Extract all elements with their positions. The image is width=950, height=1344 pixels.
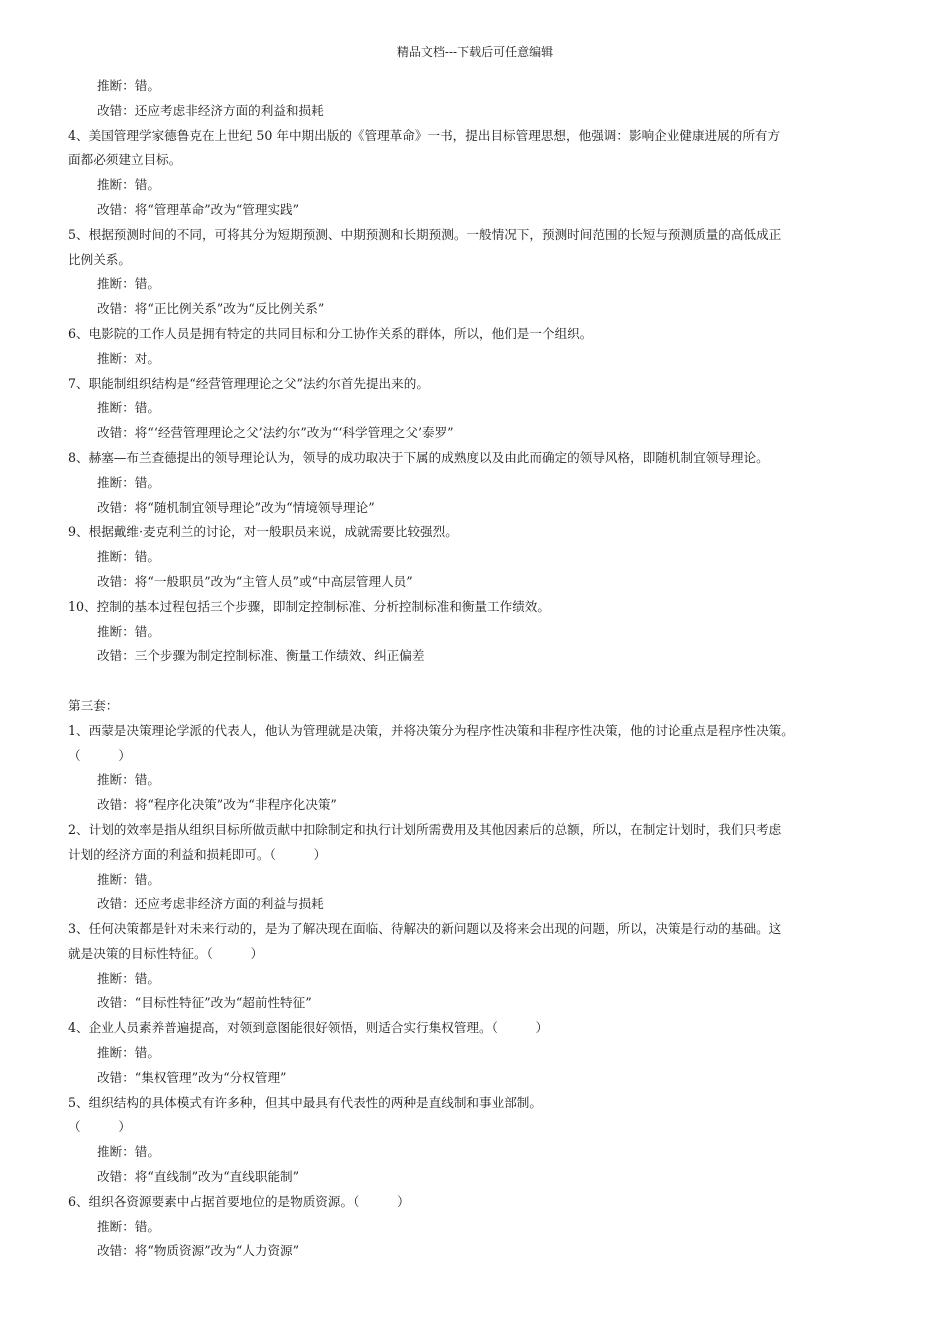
answer-line: 改错：将“‘经营管理理论之父’法约尔”改为“‘科学管理之父’泰罗” <box>97 425 454 441</box>
section-gap <box>68 669 898 694</box>
question-line: 比例关系。 <box>68 251 131 267</box>
question-line: 5、组织结构的具体模式有许多种，但其中最具有代表性的两种是直线制和事业部制。 <box>68 1094 542 1110</box>
answer-block-continued <box>68 74 898 669</box>
answer-line: 推断：错。 <box>97 474 160 490</box>
answer-line: 推断：对。 <box>97 350 160 366</box>
question-line: 9、根据戴维·麦克利兰的讨论，对一般职员来说，成就需要比较强烈。 <box>68 524 458 540</box>
question-line: 1、西蒙是决策理论学派的代表人，他认为管理就是决策，并将决策分为程序性决策和非程序性决策，他的讨论重点是程序性决策。 <box>68 722 794 738</box>
question-line: 5、根据预测时间的不同，可将其分为短期预测、中期预测和长期预测。一般情况下，预测时间范围的长短与预测质量的高低成正 <box>68 226 782 242</box>
question-line: 3、任何决策都是针对未来行动的，是为了解决现在面临、待解决的新问题以及将来会出现的问题，所以，决策是行动的基础。这 <box>68 921 782 937</box>
answer-line: 推断：错。 <box>97 970 160 986</box>
answer-line: 推断：错。 <box>97 1144 160 1160</box>
answer-line: 改错：“目标性特征”改为“超前性特征” <box>97 995 312 1011</box>
answer-line: 改错：将“物质资源”改为“人力资源” <box>97 1243 300 1259</box>
question-line: 6、组织各资源要素中占据首要地位的是物质资源。（ ） <box>68 1193 410 1209</box>
answer-line: 改错：将“正比例关系”改为“反比例关系” <box>97 301 325 317</box>
answer-line: 推断：错。 <box>97 1045 160 1061</box>
answer-line: 改错：将“管理革命”改为“管理实践” <box>97 201 300 217</box>
answer-line: 改错：“集权管理”改为“分权管理” <box>97 1069 287 1085</box>
question-line: 4、企业人员素养普遍提高，对领到意图能很好领悟，则适合实行集权管理。（ ） <box>68 1020 549 1036</box>
answer-line: 改错：还应考虑非经济方面的利益与损耗 <box>97 896 324 912</box>
answer-line: 推断：错。 <box>97 177 160 193</box>
answer-line: 推断：错。 <box>97 276 160 292</box>
answer-line: 推断：错。 <box>97 871 160 887</box>
document-body <box>68 74 898 1264</box>
answer-block-set-three <box>68 694 898 1264</box>
page-header: 精品文档---下载后可任意编辑 <box>396 45 554 59</box>
question-line: 面都必须建立目标。 <box>68 152 182 168</box>
question-line: 8、赫塞—布兰查德提出的领导理论认为，领导的成功取决于下属的成熟度以及由此而确定的领导风格，即随机制宜领导理论。 <box>68 449 769 465</box>
answer-line: 改错：将“随机制宜领导理论”改为“情境领导理论” <box>97 499 375 515</box>
question-line: 6、电影院的工作人员是拥有特定的共同目标和分工协作关系的群体，所以，他们是一个组织。 <box>68 325 593 341</box>
question-line: 7、职能制组织结构是“经营管理理论之父”法约尔首先提出来的。 <box>68 375 429 391</box>
question-line: 2、计划的效率是指从组织目标所做贡献中扣除制定和执行计划所需费用及其他因素后的总额，所以，在制定计划时，我们只考虑 <box>68 821 782 837</box>
question-line: 第三套： <box>68 697 119 713</box>
answer-line: 改错：三个步骤为制定控制标准、衡量工作绩效、纠正偏差 <box>97 648 425 664</box>
answer-line: 推断：错。 <box>97 400 160 416</box>
answer-line: 推断：错。 <box>97 549 160 565</box>
answer-line: 推断：错。 <box>97 1218 160 1234</box>
question-line: 计划的经济方面的利益和损耗即可。（ ） <box>68 846 327 862</box>
question-line: 10、控制的基本过程包括三个步骤，即制定控制标准、分析控制标准和衡量工作绩效。 <box>68 598 550 614</box>
question-line: （ ） <box>68 747 131 763</box>
question-line: 4、美国管理学家德鲁克在上世纪 50 年中期出版的《管理革命》一书，提出目标管理思想，他强调：影响企业健康进展的所有方 <box>68 127 781 143</box>
answer-line: 改错：还应考虑非经济方面的利益和损耗 <box>97 102 324 118</box>
question-line: 就是决策的目标性特征。（ ） <box>68 945 264 961</box>
answer-line: 推断：错。 <box>97 623 160 639</box>
answer-line: 改错：将“一般职员”改为“主管人员”或“中高层管理人员” <box>97 573 413 589</box>
answer-line: 推断：错。 <box>97 78 160 93</box>
question-line: （ ） <box>68 1119 131 1135</box>
answer-line: 推断：错。 <box>97 772 160 788</box>
answer-line: 改错：将“程序化决策”改为“非程序化决策” <box>97 797 337 813</box>
answer-line: 改错：将“直线制”改为“直线职能制” <box>97 1169 300 1185</box>
